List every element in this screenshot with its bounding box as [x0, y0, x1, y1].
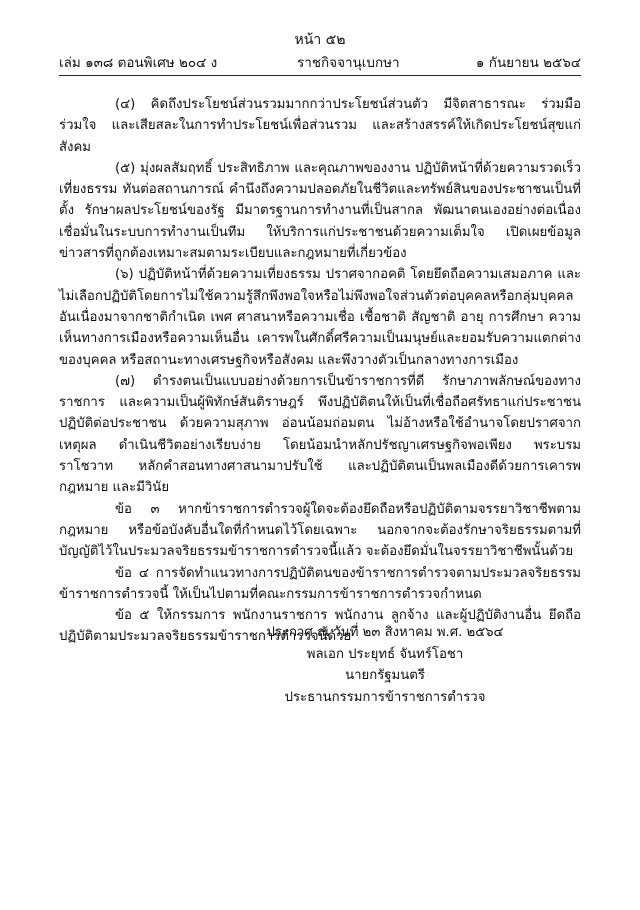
document-body — [59, 94, 581, 648]
paragraph: (๗) ดำรงตนเป็นแบบอย่างด้วยการเป็นข้าราชการที่ดี รักษาภาพลักษณ์ของทางราชการ และความเป็นผู้พิทักษ์สันติราษฎร์ พึงปฏิบัติตนให้เป็นที่เชื่อถือศรัทธาแก่ประชาชน ปฏิบัติต่อประชาชน ด้วยความสุภาพ อ่อนน้อมถ่อมตน ไม่อ้างหรือใช้อำนาจโดยปราศจากเหตุผล ดำเนินชีวิตอย่างเรียบง่าย โดยน้อมนำหลักปรัชญาเศรษฐกิจพอเพียง พระบรมราโชวาท หลักคำสอนทางศาสนามาปรับใช้ และปฏิบัติตนเป็นพลเมืองดีด้วยการเคารพกฎหมาย และมีวินัย — [59, 373, 581, 496]
volume-info: เล่ม ๑๓๘ ตอนพิเศษ ๒๐๔ ง — [59, 55, 218, 71]
signatory-name: พลเอก ประยุทธ์ จันทร์โอชา — [306, 646, 464, 662]
signatory-position: นายกรัฐมนตรี — [345, 668, 425, 683]
publication-date: ๑ กันยายน ๒๕๖๔ — [475, 55, 581, 71]
paragraph: (๕) มุ่งผลสัมฤทธิ์ ประสิทธิภาพ และคุณภาพของงาน ปฏิบัติหน้าที่ด้วยความรวดเร็ว เที่ยงธรรม ทันต่อสถานการณ์ คำนึงถึงความปลอดภัยในชีวิตและทรัพย์สินของประชาชนเป็นที่ตั้ง รักษาผลประโยชน์ของรัฐ มีมาตรฐานการทำงานที่เป็นสากล พัฒนาตนเองอย่างต่อเนื่อง เชื่อมั่นในระบบการทำงานเป็นทีม ให้บริการแก่ประชาชนด้วยความเต็มใจ เปิดเผยข้อมูลข่าวสารที่ถูกต้องเหมาะสมตามระเบียบและกฎหมายที่เกี่ยวข้อง — [59, 160, 581, 262]
paragraph: ข้อ ๓ หากข้าราชการตำรวจผู้ใดจะต้องยึดถือหรือปฏิบัติตามจรรยาวิชาชีพตามกฎหมาย หรือข้อบังคับอื่นใดที่กำหนดไว้โดยเฉพาะ นอกจากจะต้องรักษาจริยธรรมตามที่บัญญัติไว้ในประมวลจริยธรรมข้าราชการตำรวจนี้แล้ว จะต้องยึดมั่นในจรรยาวิชาชีพนั้นด้วย — [59, 501, 581, 560]
paragraph: (๖) ปฏิบัติหน้าที่ด้วยความเที่ยงธรรม ปราศจากอคติ โดยยึดถือความเสมอภาค และไม่เลือกปฏิบัติโดยการไม่ใช้ความรู้สึกพึงพอใจหรือไม่พึงพอใจส่วนตัวต่อบุคคลหรือกลุ่มบุคคล อันเนื่องมาจากชาติกำเนิด เพศ ศาสนาหรือความเชื่อ เชื้อชาติ สัญชาติ อายุ การศึกษา ความเห็นทางการเมืองหรือความเห็นอื่น เคารพในศักดิ์ศรีความเป็นมนุษย์และยอมรับความแตกต่างของบุคคล หรือสถานะทางเศรษฐกิจหรือสังคม และพึงวางตัวเป็นกลางทางการเมือง — [59, 267, 581, 368]
publication-title: ราชกิจจานุเบกษา — [297, 55, 400, 71]
header-divider — [59, 75, 581, 76]
paragraph: ข้อ ๕ ให้กรรมการ พนักงานราชการ พนักงาน ลูกจ้าง และผู้ปฏิบัติงานอื่น ยึดถือปฏิบัติตามประมวลจริยธรรมข้าราชการตำรวจนี้ด้วย — [59, 608, 581, 645]
signature-block — [0, 622, 640, 708]
paragraph: ข้อ ๔ การจัดทำแนวทางการปฏิบัติตนของข้าราชการตำรวจตามประมวลจริยธรรม ข้าราชการตำรวจนี้ ให้เป็นไปตามที่คณะกรรมการข้าราชการตำรวจกำหนด — [59, 565, 581, 602]
page-number: หน้า ๕๒ — [294, 32, 346, 48]
signatory-role: ประธานกรรมการข้าราชการตำรวจ — [284, 689, 486, 705]
paragraph: (๔) คิดถึงประโยชน์ส่วนรวมมากกว่าประโยชน์ส่วนตัว มีจิตสาธารณะ ร่วมมือ ร่วมใจ และเสียสละในการทำประโยชน์เพื่อส่วนรวม และสร้างสรรค์ให้เกิดประโยชน์สุขแก่สังคม — [59, 97, 581, 155]
page-header — [59, 51, 581, 71]
announcement-date: ประกาศ ณ วันที่ ๒๓ สิงหาคม พ.ศ. ๒๕๖๔ — [266, 625, 504, 640]
